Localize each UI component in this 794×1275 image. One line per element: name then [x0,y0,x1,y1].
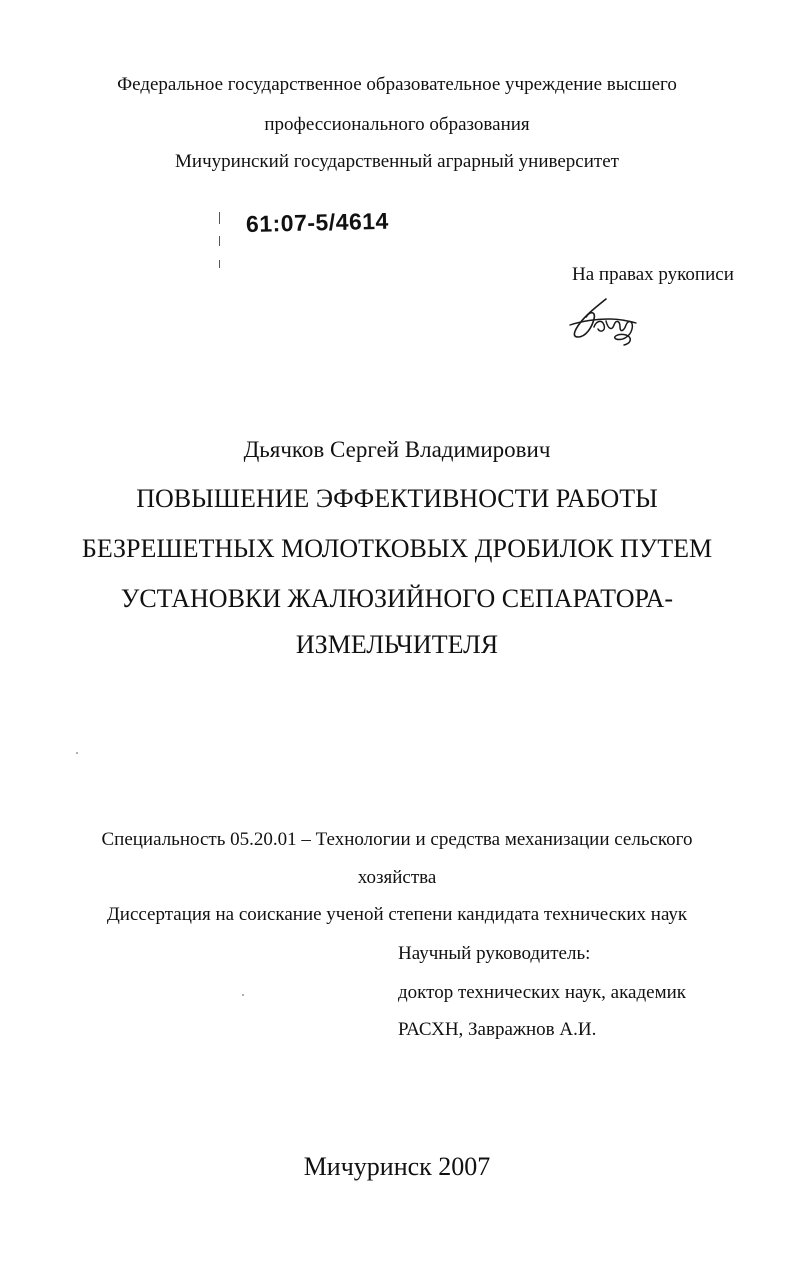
supervisor-line-1: доктор технических наук, академик [398,982,687,1003]
specialty-line-2: хозяйства [357,867,437,888]
title-line-1: ПОВЫШЕНИЕ ЭФФЕКТИВНОСТИ РАБОТЫ [136,484,658,513]
institution-line-2: профессионального образования [264,114,530,135]
place-year: Мичуринск 2007 [303,1152,491,1181]
specialty-line-1: Специальность 05.20.01 – Технологии и средства механизации сельского [101,829,693,850]
stamp-mark [219,236,220,246]
rights-note: На правах рукописи [572,264,734,285]
stamp-mark [219,212,220,224]
catalog-code: 61:07-5/4614 [245,207,390,237]
signature [566,297,642,349]
institution-line-3: Мичуринский государственный аграрный университет [175,151,619,172]
author-name: Дьячков Сергей Владимирович [243,437,551,462]
supervisor-line-2: РАСХН, Завражнов А.И. [398,1019,597,1040]
scan-speck [242,994,244,996]
title-line-2: БЕЗРЕШЕТНЫХ МОЛОТКОВЫХ ДРОБИЛОК ПУТЕМ [81,534,713,563]
supervisor-label: Научный руководитель: [398,943,591,964]
stamp-mark [219,260,220,268]
institution-line-1: Федеральное государственное образовательное учреждение высшего [117,74,677,95]
scan-speck [76,752,78,754]
title-line-3: УСТАНОВКИ ЖАЛЮЗИЙНОГО СЕПАРАТОРА- [120,584,674,613]
title-line-4: ИЗМЕЛЬЧИТЕЛЯ [295,630,499,659]
degree-line: Диссертация на соискание ученой степени кандидата технических наук [106,904,688,925]
